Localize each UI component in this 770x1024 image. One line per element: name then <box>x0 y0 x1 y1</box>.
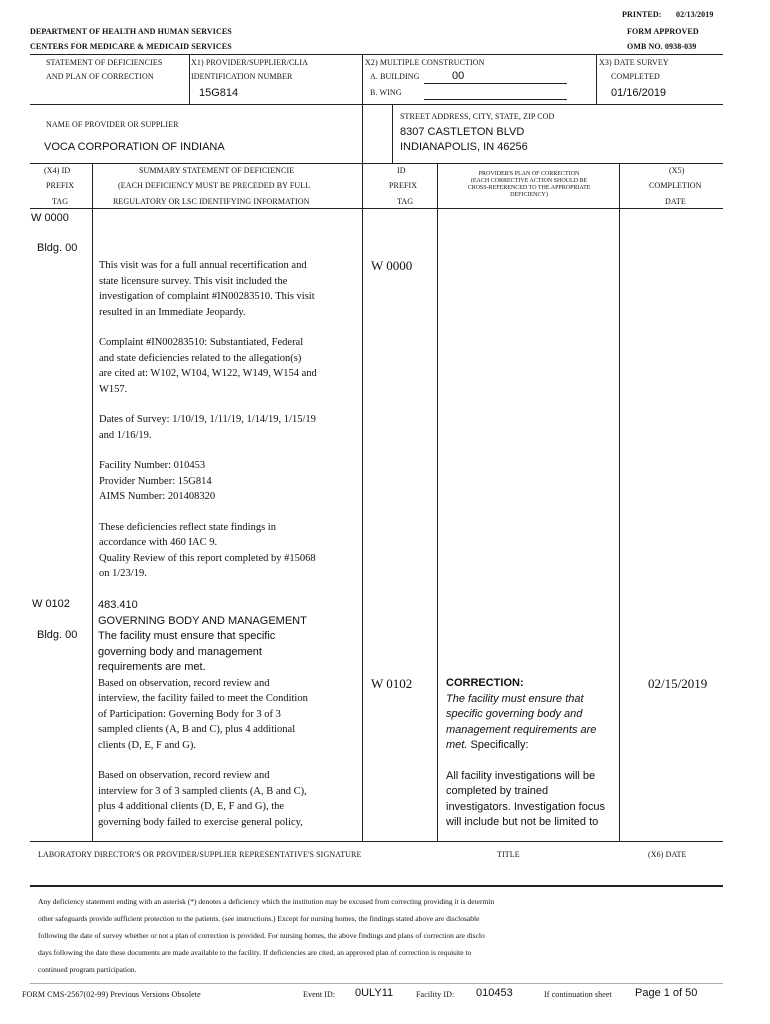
building-label: A. BUILDING <box>370 72 420 81</box>
provider-name-label: NAME OF PROVIDER OR SUPPLIER <box>46 120 179 129</box>
x4-header-3: TAG <box>52 197 69 206</box>
form-approved: FORM APPROVED <box>627 27 699 36</box>
facility-id-value: 010453 <box>476 987 513 999</box>
x1-label: X1) PROVIDER/SUPPLIER/CLIA <box>191 58 309 67</box>
plan-header-2: (EACH CORRECTIVE ACTION SHOULD BE <box>470 178 588 184</box>
signature-label: LABORATORY DIRECTOR'S OR PROVIDER/SUPPLIER REPRESENTATIVE'S SIGNATURE <box>38 850 362 859</box>
address-line2: INDIANAPOLIS, IN 46256 <box>400 141 528 153</box>
page-number: Page 1 of 50 <box>635 987 698 999</box>
visit-paragraph: This visit was for a full annual recertification and state licensure survey. This visit included the investigation of complaint #IN00283510. This visit resulted in an Immediate Jeopardy. <box>99 260 315 318</box>
x5-header-2: COMPLETION <box>649 181 702 190</box>
statement-label: STATEMENT OF DEFICIENCIES <box>46 58 163 67</box>
title-label: TITLE <box>497 850 520 859</box>
building-tag-2: Bldg. 00 <box>37 629 78 641</box>
plan-header-4: DEFICIENCY) <box>510 192 548 198</box>
completed-label: COMPLETED <box>611 72 660 81</box>
findings-paragraph: These deficiencies reflect state findings in accordance with 460 IAC 9. Quality Review of this report completed by #15068 on 1/23/19. <box>99 521 316 579</box>
x4-header-1: (X4) ID <box>44 166 71 175</box>
x3-label: X3) DATE SURVEY <box>599 58 669 67</box>
printed-label: PRINTED: <box>622 10 662 19</box>
wing-label: B. WING <box>370 88 402 97</box>
id-header-3: TAG <box>397 197 414 206</box>
identification-label: IDENTIFICATION NUMBER <box>191 72 293 81</box>
disclaimer-line-2: other safeguards provide sufficient protection to the patients. (see instructions.) Except for nursing homes, the findings stated above are disclosable <box>38 914 480 923</box>
prefix-tag-w0000: W 0000 <box>31 212 69 224</box>
correction-investigations: All facility investigations will be completed by trained investigators. Investigation focus will include but not be limited to <box>446 769 605 828</box>
address-line1: 8307 CASTLETON BLVD <box>400 126 525 138</box>
x5-header-3: DATE <box>665 197 686 206</box>
building-value: 00 <box>452 70 465 82</box>
building-tag-1: Bldg. 00 <box>37 242 78 254</box>
form-number: FORM CMS-2567(02-99) Previous Versions Obsolete <box>22 990 201 999</box>
condition-paragraph: Based on observation, record review and interview, the facility failed to meet the Condition of Participation: Governing Body for 3 of 3 sampled clients (A, B and C), plus 4 additional clients (D, E, F and G). <box>98 677 308 751</box>
address-label: STREET ADDRESS, CITY, STATE, ZIP COD <box>400 112 555 121</box>
printed-date: 02/13/2019 <box>676 10 714 19</box>
disclaimer-line-5: continued program participation. <box>38 965 137 974</box>
policy-paragraph: Based on observation, record review and interview for 3 of 3 sampled clients (A, B and C), plus 4 additional clients (D, E, F and G), the governing body failed to exercise general policy, <box>98 770 307 828</box>
plan-header <box>440 171 618 199</box>
summary-header-1: SUMMARY STATEMENT OF DEFICIENCIE <box>139 166 295 175</box>
x4-header-2: PREFIX <box>46 181 75 190</box>
disclaimer-line-1: Any deficiency statement ending with an asterisk (*) denotes a deficiency which the institution may be excused from correcting providing it is determin <box>38 897 495 906</box>
centers-name: CENTERS FOR MEDICARE & MEDICAID SERVICES <box>30 42 232 51</box>
provider-name-value: VOCA CORPORATION OF INDIANA <box>44 141 225 153</box>
plan-label: AND PLAN OF CORRECTION <box>46 72 154 81</box>
survey-dates-paragraph: Dates of Survey: 1/10/19, 1/11/19, 1/14/19, 1/15/19 and 1/16/19. <box>99 414 316 441</box>
correction-requirement: The facility must ensure that specific governing body and management requirements are met. <box>446 692 597 751</box>
plan-header-1: PROVIDER'S PLAN OF CORRECTION <box>478 171 580 177</box>
x2-label: X2) MULTIPLE CONSTRUCTION <box>365 58 485 67</box>
disclaimer-line-3: following the date of survey whether or not a plan of correction is provided. For nursing homes, the above findings and plans of correction are disclo <box>38 931 485 940</box>
id-tag-w0102: W 0102 <box>371 676 413 691</box>
id-header-1: ID <box>397 166 406 175</box>
correction-specifically: Specifically: <box>467 739 529 751</box>
facility-id-label: Facility ID: <box>416 990 455 999</box>
regulation-paragraph: 483.410 GOVERNING BODY AND MANAGEMENT The facility must ensure that specific governing body and management requirements are met. <box>98 599 307 673</box>
continuation-label: If continuation sheet <box>544 990 612 999</box>
provider-id-value: 15G814 <box>199 87 239 99</box>
survey-date-value: 01/16/2019 <box>611 87 667 99</box>
disclaimer-line-4: days following the date these documents are made available to the facility. If deficiencies are cited, an approved plan of correction is requisite to <box>38 948 472 957</box>
id-tag-w0000: W 0000 <box>371 258 413 273</box>
omb-number: OMB NO. 0938-039 <box>627 42 697 51</box>
correction-plan <box>446 676 616 831</box>
correction-label: CORRECTION: <box>446 677 524 689</box>
department-name: DEPARTMENT OF HEALTH AND HUMAN SERVICES <box>30 27 232 36</box>
event-id-label: Event ID: <box>303 990 336 999</box>
event-id-value: 0ULY11 <box>355 987 394 999</box>
plan-header-3: CROSS-REFERENCED TO THE APPROPRIATE <box>467 185 591 191</box>
disclaimer <box>38 893 728 978</box>
summary-header-3: REGULATORY OR LSC IDENTIFYING INFORMATION <box>113 197 310 206</box>
id-header-2: PREFIX <box>389 181 418 190</box>
deficiency-summary-w0000 <box>99 258 359 597</box>
facility-numbers-paragraph: Facility Number: 010453 Provider Number: 15G814 AIMS Number: 201408320 <box>99 460 216 502</box>
deficiency-summary-w0102 <box>98 598 358 845</box>
summary-header-2: (EACH DEFICIENCY MUST BE PRECEDED BY FULL <box>118 181 311 190</box>
completion-date-value: 02/15/2019 <box>648 676 708 691</box>
x5-header-1: (X5) <box>669 166 685 175</box>
signature-date-label: (X6) DATE <box>648 850 687 859</box>
complaint-paragraph: Complaint #IN00283510: Substantiated, Federal and state deficiencies related to the allegation(s) are cited at: W102, W104, W122, W149, W154 and W157. <box>99 337 317 395</box>
prefix-tag-w0102: W 0102 <box>32 598 70 610</box>
